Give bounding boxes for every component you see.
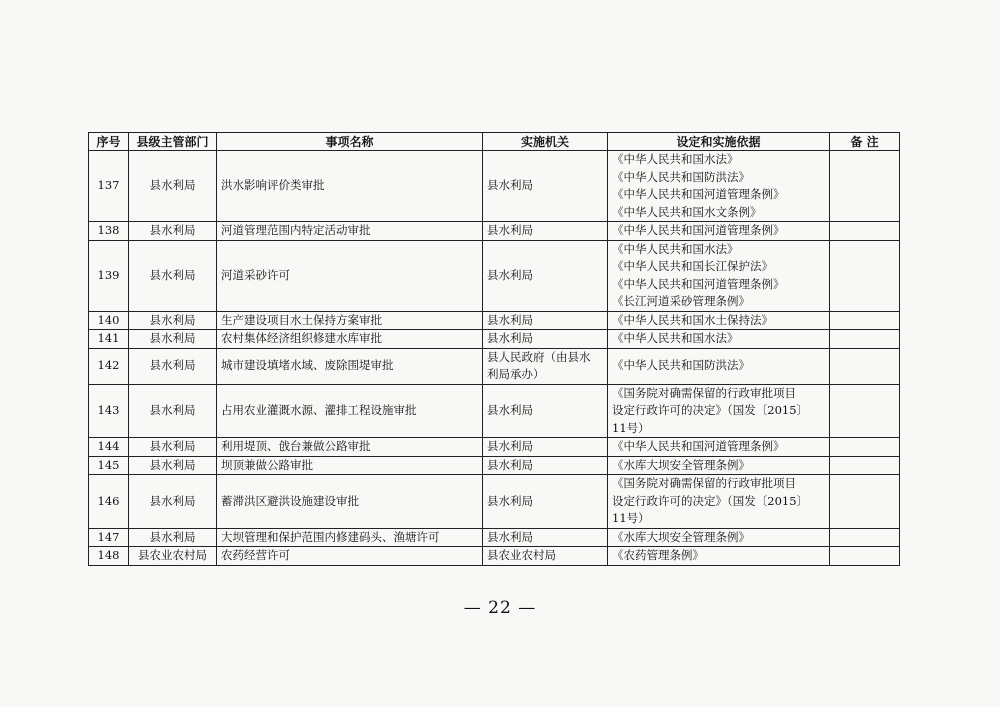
row-agency (483, 240, 608, 311)
legal-basis-line: 《国务院对确需保留的行政审批项目 (612, 476, 796, 490)
row-item-name: 大坝管理和保护范围内修建码头、渔塘许可 (217, 528, 483, 547)
row-remark (830, 330, 900, 349)
table-row (89, 222, 900, 241)
row-agency (483, 384, 608, 438)
row-department: 县水利局 (129, 438, 217, 457)
row-item-name: 农药经营许可 (217, 547, 483, 566)
row-item-name: 河道采砂许可 (217, 240, 483, 311)
table-header-row (89, 133, 900, 151)
row-department: 县水利局 (129, 151, 217, 222)
row-legal-basis (608, 348, 830, 384)
row-number: 139 (89, 240, 129, 311)
row-legal-basis (608, 330, 830, 349)
table-row (89, 311, 900, 330)
row-remark (830, 348, 900, 384)
row-number: 147 (89, 528, 129, 547)
legal-basis-line: 《水库大坝安全管理条例》 (612, 457, 750, 472)
agency-line: 县水利局 (487, 178, 533, 193)
row-legal-basis (608, 475, 830, 529)
legal-basis-line: 11号） (612, 420, 650, 435)
table-row (89, 151, 900, 222)
row-department: 县水利局 (129, 330, 217, 349)
legal-basis-line: 《中华人民共和国河道管理条例》 (612, 223, 785, 237)
row-remark (830, 528, 900, 547)
row-legal-basis (608, 547, 830, 566)
table-row (89, 438, 900, 457)
row-remark (830, 475, 900, 529)
legal-basis-line: 《中华人民共和国河道管理条例》 (612, 276, 785, 291)
legal-basis-line: 设定行政许可的决定》（国发〔2015〕 (612, 493, 809, 508)
row-legal-basis (608, 384, 830, 438)
row-agency (483, 547, 608, 566)
header-name: 事项名称 (217, 133, 483, 151)
row-number: 142 (89, 348, 129, 384)
row-department: 县水利局 (129, 311, 217, 330)
row-legal-basis (608, 528, 830, 547)
row-remark (830, 547, 900, 566)
row-department: 县水利局 (129, 384, 217, 438)
agency-line: 县水利局 (487, 403, 533, 417)
agency-line: 县水利局 (487, 439, 533, 453)
agency-line: 县水利局 (487, 457, 533, 472)
row-agency (483, 475, 608, 529)
agency-line: 利局承办） (487, 367, 545, 381)
legal-basis-line: 《水库大坝安全管理条例》 (612, 529, 750, 544)
legal-basis-line: 11号） (612, 511, 650, 525)
row-number: 145 (89, 456, 129, 475)
row-legal-basis (608, 222, 830, 241)
table-row (89, 456, 900, 475)
row-number: 141 (89, 330, 129, 349)
row-department: 县水利局 (129, 222, 217, 241)
row-remark (830, 151, 900, 222)
row-item-name: 农村集体经济组织修建水库审批 (217, 330, 483, 349)
agency-line: 县水利局 (487, 312, 533, 327)
legal-basis-line: 《中华人民共和国防洪法》 (612, 169, 750, 184)
table-row (89, 475, 900, 529)
table-row (89, 240, 900, 311)
table-body (89, 151, 900, 566)
legal-basis-line: 《中华人民共和国水法》 (612, 152, 739, 166)
agency-line: 县农业农村局 (487, 548, 556, 562)
table-row (89, 330, 900, 349)
row-remark (830, 456, 900, 475)
row-item-name: 占用农业灌溉水源、灌排工程设施审批 (217, 384, 483, 438)
row-item-name: 坝顶兼做公路审批 (217, 456, 483, 475)
row-legal-basis (608, 151, 830, 222)
row-agency (483, 222, 608, 241)
row-item-name: 利用堤顶、戗台兼做公路审批 (217, 438, 483, 457)
legal-basis-line: 设定行政许可的决定》（国发〔2015〕 (612, 403, 809, 417)
legal-basis-line: 《中华人民共和国水法》 (612, 331, 739, 345)
row-number: 148 (89, 547, 129, 566)
agency-line: 县人民政府（由县水 (487, 349, 591, 364)
row-department: 县农业农村局 (129, 547, 217, 566)
row-department: 县水利局 (129, 528, 217, 547)
legal-basis-line: 《中华人民共和国河道管理条例》 (612, 187, 785, 201)
row-legal-basis (608, 311, 830, 330)
row-agency (483, 456, 608, 475)
row-legal-basis (608, 456, 830, 475)
legal-basis-line: 《国务院对确需保留的行政审批项目 (612, 385, 796, 400)
header-basis: 设定和实施依据 (608, 133, 830, 151)
row-item-name: 洪水影响评价类审批 (217, 151, 483, 222)
row-remark (830, 438, 900, 457)
legal-basis-line: 《长江河道采砂管理条例》 (612, 294, 750, 308)
row-remark (830, 222, 900, 241)
row-agency (483, 151, 608, 222)
row-department: 县水利局 (129, 348, 217, 384)
agency-line: 县水利局 (487, 529, 533, 544)
row-number: 143 (89, 384, 129, 438)
row-agency (483, 348, 608, 384)
row-number: 144 (89, 438, 129, 457)
legal-basis-line: 《中华人民共和国水文条例》 (612, 204, 762, 219)
row-legal-basis (608, 438, 830, 457)
table-row (89, 384, 900, 438)
row-department: 县水利局 (129, 240, 217, 311)
legal-basis-line: 《中华人民共和国水法》 (612, 241, 739, 256)
row-agency (483, 438, 608, 457)
agency-line: 县水利局 (487, 223, 533, 237)
row-remark (830, 384, 900, 438)
legal-basis-line: 《中华人民共和国防洪法》 (612, 358, 750, 373)
legal-basis-line: 《中华人民共和国河道管理条例》 (612, 439, 785, 453)
table-row (89, 547, 900, 566)
row-number: 146 (89, 475, 129, 529)
row-agency (483, 528, 608, 547)
row-item-name: 蓄滞洪区避洪设施建设审批 (217, 475, 483, 529)
row-item-name: 河道管理范围内特定活动审批 (217, 222, 483, 241)
row-department: 县水利局 (129, 475, 217, 529)
row-item-name: 城市建设填堵水域、废除围堤审批 (217, 348, 483, 384)
legal-basis-line: 《中华人民共和国长江保护法》 (612, 259, 773, 273)
agency-line: 县水利局 (487, 493, 533, 508)
row-agency (483, 330, 608, 349)
row-remark (830, 311, 900, 330)
page-number: — 22 — (463, 598, 537, 618)
row-number: 137 (89, 151, 129, 222)
legal-basis-line: 《农药管理条例》 (612, 548, 704, 562)
legal-basis-line: 《中华人民共和国水土保持法》 (612, 312, 773, 327)
approval-items-table (88, 132, 900, 566)
agency-line: 县水利局 (487, 331, 533, 345)
header-remark: 备 注 (830, 133, 900, 151)
agency-line: 县水利局 (487, 267, 533, 282)
row-legal-basis (608, 240, 830, 311)
row-department: 县水利局 (129, 456, 217, 475)
row-agency (483, 311, 608, 330)
header-dept: 县级主管部门 (129, 133, 217, 151)
row-number: 140 (89, 311, 129, 330)
header-agency: 实施机关 (483, 133, 608, 151)
header-num: 序号 (89, 133, 129, 151)
row-item-name: 生产建设项目水土保持方案审批 (217, 311, 483, 330)
row-number: 138 (89, 222, 129, 241)
table-row (89, 528, 900, 547)
table-row (89, 348, 900, 384)
row-remark (830, 240, 900, 311)
